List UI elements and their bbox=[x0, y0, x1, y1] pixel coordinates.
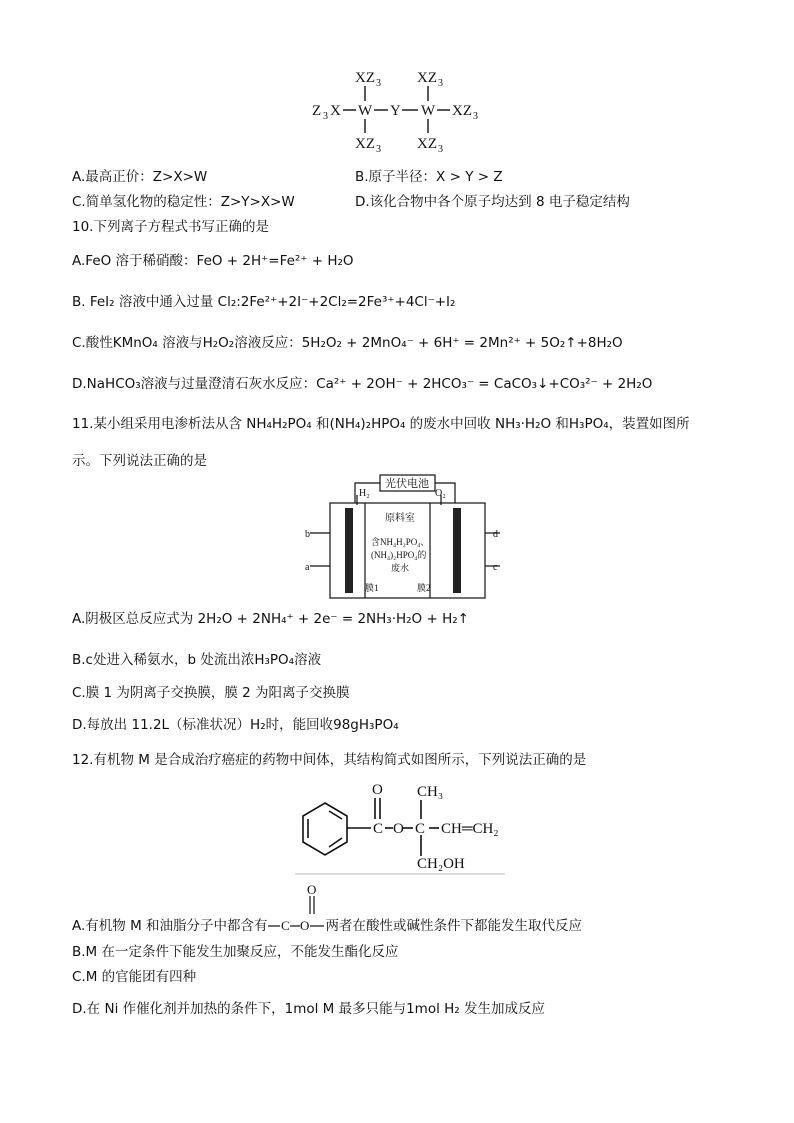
q12-option-c: C.M 的官能团有四种 bbox=[72, 969, 197, 985]
svg-text:CH₃: CH₃ bbox=[417, 784, 444, 800]
q10-option-c: C.酸性KMnO₄ 溶液与H₂O₂溶液反应：5H₂O₂ + 2MnO₄⁻ + 6H⁺ = 2Mn²⁺ + 5O₂↑+8H₂O bbox=[72, 335, 623, 351]
svg-text:H₂: H₂ bbox=[359, 488, 370, 499]
svg-text:O: O bbox=[393, 821, 404, 837]
svg-text:W: W bbox=[358, 103, 373, 119]
q11-option-d: D.每放出 11.2L（标准状况）H₂时，能回收98gH₃PO₄ bbox=[72, 717, 399, 733]
svg-text:3: 3 bbox=[473, 111, 478, 122]
svg-text:废水: 废水 bbox=[391, 563, 410, 573]
q9-top2: XZ bbox=[417, 70, 437, 86]
q10-stem: 10.下列离子方程式书写正确的是 bbox=[72, 219, 269, 235]
svg-text:Z: Z bbox=[312, 103, 322, 119]
svg-text:膜1: 膜1 bbox=[365, 583, 379, 593]
q12-ester-carbonyl bbox=[303, 882, 323, 916]
q12-stem: 12.有机物 M 是合成治疗癌症的药物中间体，其结构简式如图所示，下列说法正确的是 bbox=[72, 752, 587, 768]
svg-text:Y: Y bbox=[390, 103, 401, 119]
svg-text:a: a bbox=[305, 562, 310, 573]
svg-text:原料室: 原料室 bbox=[385, 513, 415, 524]
q10-option-d: D.NaHCO₃溶液与过量澄清石灰水反应：Ca²⁺ + 2OH⁻ + 2HCO₃⁻ = CaCO₃↓+CO₃²⁻ + 2H₂O bbox=[72, 376, 653, 392]
svg-text:XZ: XZ bbox=[452, 103, 472, 119]
q11-option-b: B.c处进入稀氨水，b 处流出浓H₃PO₄溶液 bbox=[72, 652, 322, 668]
q11-option-c: C.膜 1 为阴离子交换膜，膜 2 为阳离子交换膜 bbox=[72, 685, 350, 701]
q9-top1: XZ bbox=[355, 70, 375, 86]
q11-cathode bbox=[345, 508, 353, 593]
q11-electrodialysis-figure bbox=[305, 473, 505, 603]
svg-text:b: b bbox=[305, 529, 310, 540]
svg-text:d: d bbox=[493, 529, 498, 540]
q9-option-d: D.该化合物中各个原子均达到 8 电子稳定结构 bbox=[355, 194, 630, 210]
q9-structure-figure bbox=[300, 60, 500, 160]
q11-battery-label: 光伏电池 bbox=[385, 478, 429, 490]
q11-anode bbox=[453, 508, 461, 593]
svg-text:XZ: XZ bbox=[355, 136, 375, 152]
q9-option-a: A.最高正价：Z>X>W bbox=[72, 169, 208, 185]
svg-text:3: 3 bbox=[323, 111, 328, 122]
svg-text:CH₂OH: CH₂OH bbox=[417, 856, 465, 872]
svg-text:W: W bbox=[421, 103, 436, 119]
q11-stem-line1: 11.某小组采用电渗析法从含 NH₄H₂PO₄ 和(NH₄)₂HPO₄ 的废水中回收 NH₃·H₂O 和H₃PO₄，装置如图所 bbox=[72, 416, 690, 432]
svg-text:O: O bbox=[299, 918, 309, 933]
svg-text:XZ: XZ bbox=[417, 136, 437, 152]
svg-text:CH═CH₂: CH═CH₂ bbox=[441, 821, 499, 837]
q12-molecule-figure bbox=[295, 778, 510, 878]
svg-text:C: C bbox=[373, 821, 384, 837]
svg-text:C: C bbox=[280, 918, 290, 933]
svg-text:(NH₄)₂HPO₄的: (NH₄)₂HPO₄的 bbox=[371, 550, 427, 560]
q11-option-a: A.阴极区总反应式为 2H₂O + 2NH₄⁺ + 2e⁻ = 2NH₃·H₂O + H₂↑ bbox=[72, 611, 469, 627]
svg-text:膜2: 膜2 bbox=[417, 583, 431, 593]
svg-text:O: O bbox=[372, 782, 383, 798]
svg-text:3: 3 bbox=[376, 78, 381, 89]
svg-text:X: X bbox=[330, 103, 341, 119]
q12-option-d: D.在 Ni 作催化剂并加热的条件下，1mol M 最多只能与1mol H₂ 发生加成反应 bbox=[72, 1001, 545, 1017]
q11-stem-line2: 示。下列说法正确的是 bbox=[72, 453, 207, 469]
q12-option-a: A.有机物 M 和油脂分子中都含有 C O 两者在酸性或碱性条件下都能发生取代反应 bbox=[72, 914, 582, 936]
q9-option-c: C.简单氢化物的稳定性：Z>Y>X>W bbox=[72, 194, 295, 210]
q10-option-b: B. FeI₂ 溶液中通入过量 Cl₂:2Fe²⁺+2I⁻+2Cl₂=2Fe³⁺+4Cl⁻+I₂ bbox=[72, 294, 456, 310]
svg-text:3: 3 bbox=[438, 144, 443, 155]
svg-text:c: c bbox=[493, 562, 498, 573]
svg-text:O: O bbox=[307, 882, 317, 897]
q9-option-b: B.原子半径：X > Y > Z bbox=[355, 169, 503, 185]
svg-text:O₂: O₂ bbox=[435, 488, 446, 499]
svg-text:3: 3 bbox=[438, 78, 443, 89]
svg-text:3: 3 bbox=[376, 144, 381, 155]
svg-text:C: C bbox=[415, 821, 426, 837]
q10-option-a: A.FeO 溶于稀硝酸：FeO + 2H⁺=Fe²⁺ + H₂O bbox=[72, 253, 354, 269]
q12-ester-group-figure bbox=[268, 914, 326, 934]
svg-text:含NH₄H₂PO₄、: 含NH₄H₂PO₄、 bbox=[371, 537, 430, 547]
q12-option-b: B.M 在一定条件下能发生加聚反应，不能发生酯化反应 bbox=[72, 944, 399, 960]
